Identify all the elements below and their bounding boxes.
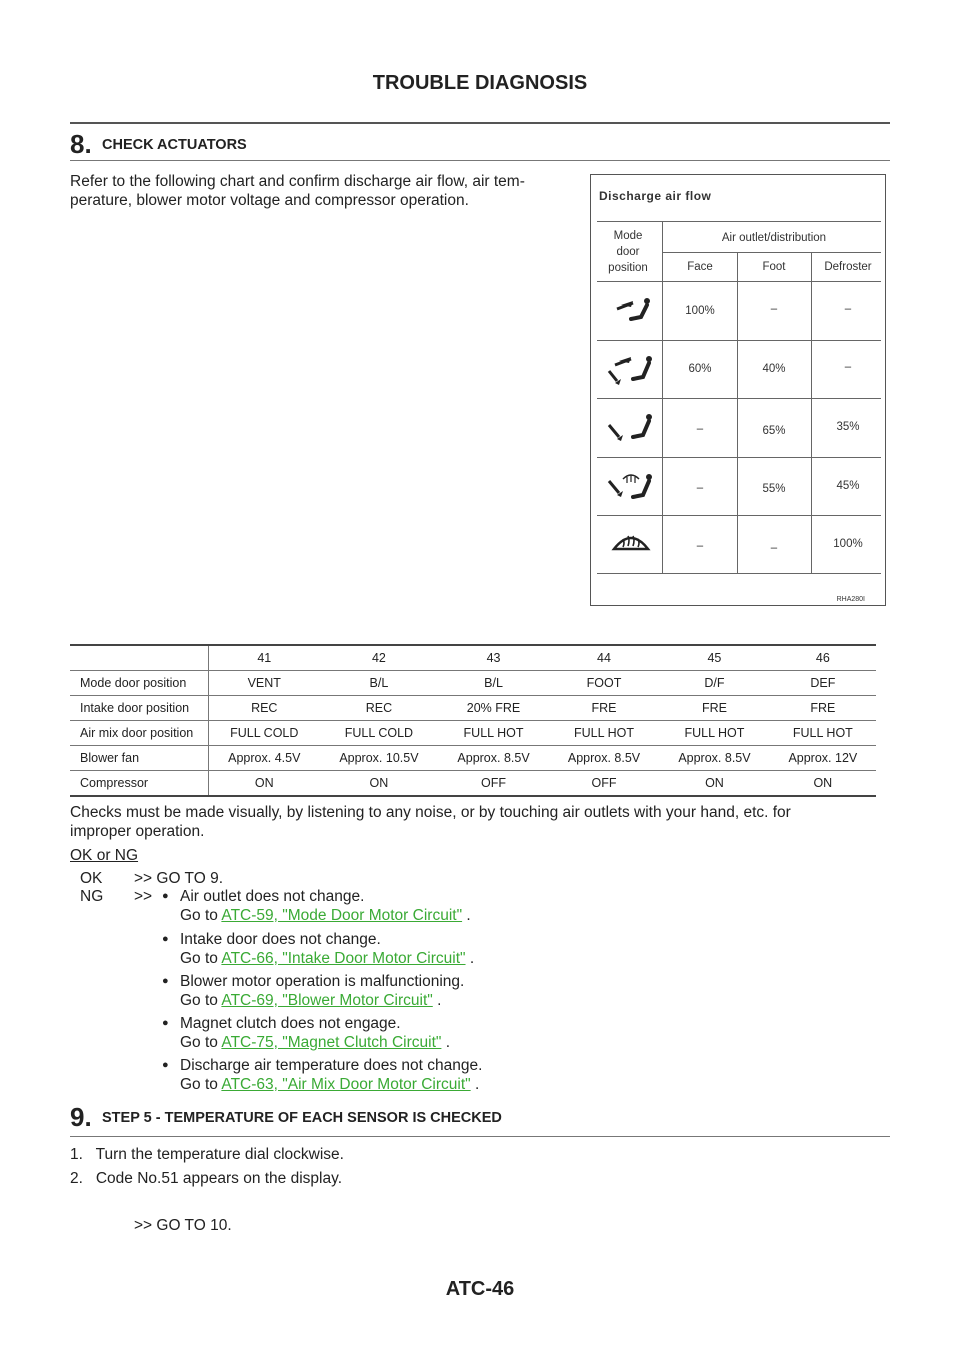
- table-row: Compressor ON ON OFF OFF ON ON: [70, 771, 876, 797]
- bullet-icon: ●: [162, 890, 169, 902]
- bullet-icon: ●: [162, 1017, 169, 1029]
- ng-arrow: >>: [134, 888, 153, 905]
- row5-def: 100%: [833, 538, 863, 550]
- step9-action: >> GO TO 10.: [134, 1217, 232, 1234]
- row4-def: 45%: [836, 480, 860, 492]
- table-header-cell: 46: [770, 645, 876, 671]
- foot-defrost-mode-icon: [605, 467, 657, 505]
- step8-number: 8.: [70, 129, 92, 159]
- table-row: Air mix door position FULL COLD FULL COLD FULL HOT FULL HOT FULL HOT FULL HOT: [70, 721, 876, 746]
- ng-item-5-text: Discharge air temperature does not change.: [180, 1057, 483, 1074]
- row5-foot: –: [770, 542, 778, 554]
- outlet-distribution-header: Air outlet/distribution: [721, 232, 827, 244]
- ng-item-4-goto: Go to ATC-75, "Magnet Clutch Circuit" .: [180, 1034, 451, 1051]
- ng-item-2-text: Intake door does not change.: [180, 931, 381, 948]
- step9-line1: 1. Turn the temperature dial clockwise.: [70, 1146, 344, 1163]
- step9-number: 9.: [70, 1102, 92, 1132]
- row3-def: 35%: [836, 421, 860, 433]
- figure-title: Discharge air flow: [599, 189, 712, 203]
- step8-intro-line2: perature, blower motor voltage and compressor operation.: [70, 192, 469, 209]
- step9-title: STEP 5 - TEMPERATURE OF EACH SENSOR IS CHECKED: [102, 1110, 502, 1126]
- bilevel-mode-icon: [605, 351, 657, 389]
- row1-def: –: [844, 303, 852, 315]
- bullet-icon: ●: [162, 933, 169, 945]
- step8-intro-line1: Refer to the following chart and confirm discharge air flow, air tem-: [70, 173, 525, 190]
- defroster-header: Defroster: [824, 261, 872, 273]
- ng-label: NG: [80, 888, 104, 905]
- table-row: Blower fan Approx. 4.5V Approx. 10.5V Approx. 8.5V Approx. 8.5V Approx. 8.5V Approx. 12V: [70, 746, 876, 771]
- ok-or-ng-label: OK or NG: [70, 847, 139, 864]
- ng-item-1-goto: Go to ATC-59, "Mode Door Motor Circuit" .: [180, 907, 471, 924]
- row1-face: 100%: [685, 305, 715, 317]
- link-atc-69[interactable]: ATC-69, "Blower Motor Circuit": [221, 992, 433, 1009]
- ok-action: >> GO TO 9.: [134, 870, 224, 887]
- row1-foot: –: [770, 303, 778, 315]
- table-header-cell: 43: [438, 645, 548, 671]
- step8-divider: [70, 160, 890, 161]
- actuator-check-table: [70, 644, 876, 797]
- checks-line1: Checks must be made visually, by listening to any noise, or by touching air outlets with your hand, etc. for: [70, 804, 791, 821]
- link-atc-59[interactable]: ATC-59, "Mode Door Motor Circuit": [221, 907, 463, 924]
- page-header-title: TROUBLE DIAGNOSIS: [372, 72, 588, 94]
- link-atc-63[interactable]: ATC-63, "Air Mix Door Motor Circuit": [221, 1076, 471, 1093]
- foot-header: Foot: [762, 261, 786, 273]
- row2-face: 60%: [688, 363, 712, 375]
- row5-face: –: [696, 540, 704, 552]
- link-atc-66[interactable]: ATC-66, "Intake Door Motor Circuit": [221, 950, 466, 967]
- header-divider: [70, 122, 890, 124]
- table-row: Mode door position VENT B/L B/L FOOT D/F DEF: [70, 671, 876, 696]
- row4-face: –: [696, 482, 704, 494]
- table-header-cell: 41: [209, 645, 320, 671]
- mode-header-2: door: [616, 246, 640, 258]
- mode-header-1: Mode: [613, 230, 643, 242]
- vent-mode-icon: [611, 293, 655, 329]
- ng-item-3-text: Blower motor operation is malfunctioning.: [180, 973, 465, 990]
- row3-face: –: [696, 423, 704, 435]
- step9-line2: 2. Code No.51 appears on the display.: [70, 1170, 342, 1187]
- step9-divider: [70, 1136, 890, 1137]
- ng-item-2-goto: Go to ATC-66, "Intake Door Motor Circuit" .: [180, 950, 475, 967]
- table-header-cell: 44: [549, 645, 659, 671]
- bullet-icon: ●: [162, 1059, 169, 1071]
- row2-foot: 40%: [762, 363, 786, 375]
- mode-header-3: position: [608, 262, 648, 274]
- ok-label: OK: [80, 870, 103, 887]
- table-header-cell: 42: [320, 645, 439, 671]
- bullet-icon: ●: [162, 975, 169, 987]
- link-atc-75[interactable]: ATC-75, "Magnet Clutch Circuit": [221, 1034, 442, 1051]
- row4-foot: 55%: [762, 483, 786, 495]
- figure-code: RHA280I: [836, 596, 865, 603]
- page-number: ATC-46: [445, 1278, 515, 1300]
- ng-item-3-goto: Go to ATC-69, "Blower Motor Circuit" .: [180, 992, 442, 1009]
- discharge-air-flow-figure: [590, 174, 886, 606]
- ng-item-1-text: Air outlet does not change.: [180, 888, 365, 905]
- step8-title: CHECK ACTUATORS: [102, 137, 247, 153]
- foot-mode-icon: [605, 409, 657, 447]
- row3-foot: 65%: [762, 425, 786, 437]
- checks-line2: improper operation.: [70, 823, 205, 840]
- row2-def: –: [844, 361, 852, 373]
- defrost-mode-icon: [611, 527, 651, 557]
- table-row: Intake door position REC REC 20% FRE FRE FRE FRE: [70, 696, 876, 721]
- ng-item-4-text: Magnet clutch does not engage.: [180, 1015, 401, 1032]
- table-header-cell: 45: [659, 645, 769, 671]
- face-header: Face: [687, 261, 713, 273]
- ng-item-5-goto: Go to ATC-63, "Air Mix Door Motor Circuit" .: [180, 1076, 480, 1093]
